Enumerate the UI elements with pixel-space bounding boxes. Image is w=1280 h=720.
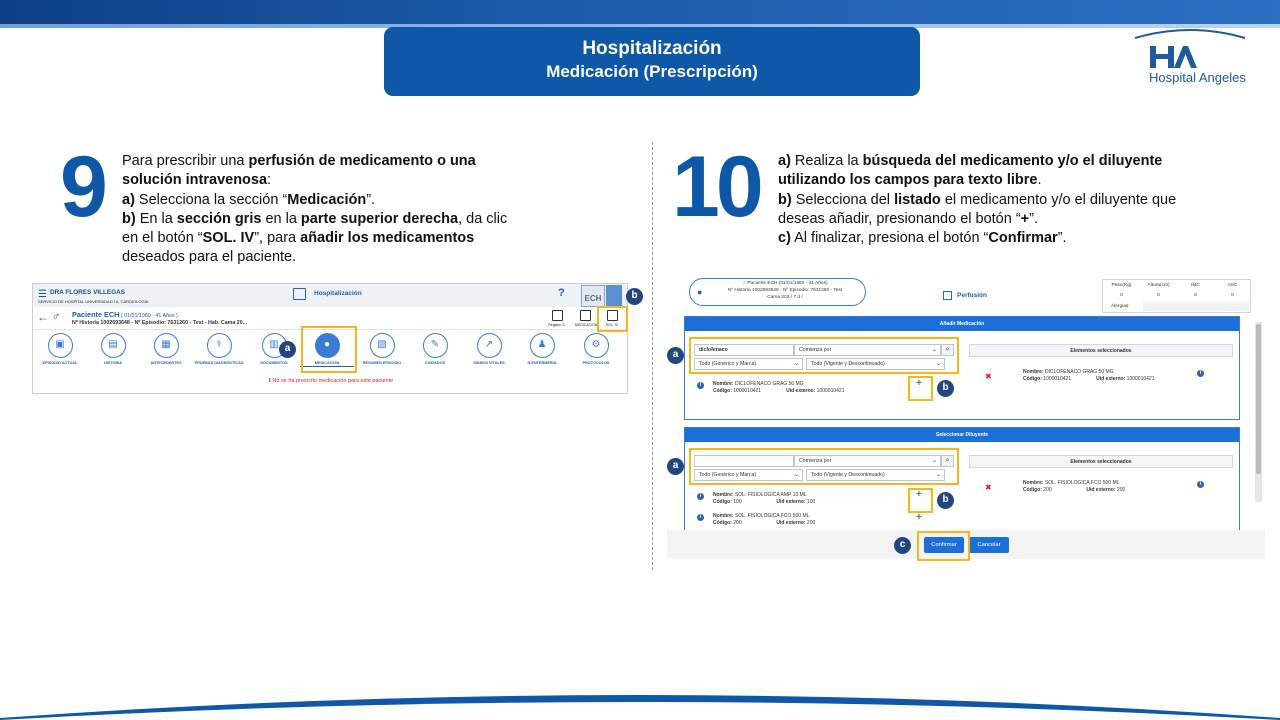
selected-header: Elementos seleccionados	[969, 344, 1233, 357]
patient-card	[689, 278, 866, 306]
chevron-down-icon: ⌄	[935, 361, 941, 367]
status-select[interactable]: Todo (Vigente y Descontinuado) ⌄	[806, 469, 945, 481]
badge-b: b	[626, 288, 643, 305]
remove-icon[interactable]: ✖	[985, 372, 992, 381]
chevron-down-icon: ⌄	[935, 472, 941, 478]
info-icon[interactable]: i	[1197, 481, 1204, 488]
chevron-down-icon: ⌄	[793, 361, 799, 367]
generic-brand-select[interactable]: Todo (Genérico y Marca) ⌄	[694, 469, 803, 481]
vital-header: Altura(cm)	[1147, 283, 1170, 288]
hospital-icon	[293, 288, 306, 300]
vital-value: 0	[1231, 293, 1234, 298]
tab-icon: ⚙	[584, 333, 609, 358]
allergies-field[interactable]	[1143, 302, 1249, 311]
step10-b: b) Selecciona del listado el medicamento y/o el diluyente que deseas añadir, presionando el botón “+”.	[778, 191, 1177, 227]
badge-b: b	[937, 492, 954, 509]
chevron-down-icon: ⌄	[793, 472, 799, 478]
vital-value: 0	[1157, 293, 1160, 298]
tab-antecedentes[interactable]: ▦ ANTECEDENTES	[139, 333, 193, 365]
male-icon: ♂	[52, 311, 61, 323]
page-subtitle: Medicación (Prescripción)	[546, 62, 758, 81]
badge-a: a	[279, 341, 296, 358]
status-select[interactable]: Todo (Vigente y Descontinuado) ⌄	[806, 358, 945, 370]
step9-a: a) Selecciona la sección “Medicación”.	[122, 191, 376, 208]
highlight-confirm	[917, 531, 970, 561]
perfusion-title: Perfusión	[957, 292, 987, 299]
vital-header: ASC	[1227, 283, 1238, 288]
highlight-plus-1	[908, 376, 933, 401]
step10-a: a) Realiza la búsqueda del medicamento y/o el diluyente utilizando los campos para texto libre.	[778, 153, 1163, 189]
title-box	[384, 27, 920, 96]
doctor-name: DRA FLORES VILLEGAS	[50, 289, 126, 296]
ech-logo: ECH	[581, 285, 605, 307]
tab-icon: ▥	[262, 333, 287, 358]
tab-icon: ▧	[370, 333, 395, 358]
help-icon[interactable]: ?	[558, 287, 565, 299]
highlight-search-fields-2	[689, 448, 959, 485]
tab-icon: ♟	[530, 333, 555, 358]
diluent-result: Nombre: SOL. FISIOLOGICA AMP 10 ML Código: 100 Uid externo: 100	[713, 492, 816, 505]
tab-icon: ⚕	[207, 333, 232, 358]
highlight-sol-iv	[597, 306, 628, 332]
tab-protocolos[interactable]: ⚙ PROTOCOLOS	[569, 333, 623, 365]
info-icon[interactable]: i	[697, 382, 704, 389]
step9-b: b) En la sección gris en la parte superior derecha, da clic en el botón “SOL. IV”, para añadir los medicamentos deseados para el paciente.	[122, 210, 508, 266]
tab-signos-vitales[interactable]: ↗ SIGNOS VITALES	[462, 333, 516, 365]
patient-line: Cama 202 / 7 d /	[767, 295, 803, 300]
confirm-button[interactable]: Confirmar	[924, 537, 964, 553]
step-number-9: 9	[60, 139, 106, 235]
highlight-plus-2	[908, 488, 933, 513]
top-band	[0, 0, 1280, 24]
divider	[652, 142, 653, 570]
chevron-down-icon: ⌄	[931, 458, 937, 464]
info-icon[interactable]: i	[1197, 370, 1204, 377]
match-mode-select[interactable]: Comienza por ⌄	[794, 455, 941, 467]
add-diluent-plus-button[interactable]: +	[916, 489, 922, 500]
step10-c: c) Al finalizar, presiona el botón “Confirmar”.	[778, 230, 1067, 247]
add-medication-plus-button[interactable]: +	[916, 378, 922, 389]
document-icon	[580, 310, 591, 321]
menu-icon[interactable]: ☰	[38, 289, 47, 300]
service-name: SERVICIO DE HOSPITAL UNIVERSIDAD / A. CARDIOLOGÍA	[38, 299, 149, 304]
patient-info: Nº Historia 1002693648 - Nº Episodio: 7631260 - Test - Hab. Cama 20...	[72, 320, 248, 326]
pen-icon	[552, 310, 563, 321]
tab-episodio-actual[interactable]: ▣ EPISODIO ACTUAL	[33, 333, 87, 365]
empty-message: ℹ No se ha prescrito medicación para este paciente	[268, 378, 394, 384]
tab-resumen-episodio[interactable]: ▧ RESUMEN EPISODIO	[355, 333, 409, 365]
tab-icon: ▣	[48, 333, 73, 358]
selected-diluent: Nombre: SOL. FISIOLOGICA FCO 500 ML Código: 200 Uid externo: 200	[1023, 480, 1126, 493]
app-header	[33, 284, 628, 307]
medication-result: Nombre: DICLOFENACO GRAG 50 MG Código: 1000010421 Uid externo: 1000010421	[713, 381, 845, 394]
tab-pruebas-diagnosticas[interactable]: ⚕ PRUEBAS DIAGNÓSTICAS	[192, 333, 246, 365]
settings-icon[interactable]	[606, 285, 622, 307]
patient-line: ♂ Paciente ECH (01/01/1980 - 41 Años)	[742, 281, 828, 286]
search-button[interactable]: ⌕	[941, 455, 954, 467]
step9-intro: Para prescribir una perfusión de medicamento o una solución intravenosa:	[122, 153, 476, 189]
tab-icon: ✎	[423, 333, 448, 358]
tab-enfermeria[interactable]: ♟ N.ENFERMERÍA	[515, 333, 569, 365]
sol-iv-button[interactable]: SOL. IV	[602, 310, 622, 327]
screenshot-perfusion	[667, 272, 1265, 559]
registro-button[interactable]: Registro S.	[547, 310, 567, 327]
badge-a: a	[667, 458, 684, 475]
logo-text: Hospital Angeles	[1149, 70, 1246, 85]
back-arrow-icon[interactable]: ←	[37, 310, 49, 324]
diluent-result: Nombre: SOL. FISIOLOGICA FCO 500 ML Código: 200 Uid externo: 200	[713, 513, 816, 526]
tab-documentos[interactable]: ▥ DOCUMENTOS	[247, 333, 301, 365]
vital-value: 0	[1194, 293, 1197, 298]
step-number-10: 10	[672, 139, 760, 235]
info-icon[interactable]: i	[697, 493, 704, 500]
tab-medicacion[interactable]: ● MEDICACIÓN	[300, 333, 354, 367]
chevron-down-icon: ⌄	[931, 347, 937, 353]
match-mode-select[interactable]: Comienza por ⌄	[794, 344, 941, 356]
tab-historia[interactable]: ▤ HISTORIA	[86, 333, 140, 365]
highlight-search-fields-1	[689, 337, 959, 374]
tab-icon: ↗	[477, 333, 502, 358]
vitals-box	[1102, 279, 1251, 313]
badge-b: b	[937, 380, 954, 397]
medicacion-tool-button[interactable]: MEDICACIÓN	[575, 310, 595, 327]
vital-value: 0	[1120, 293, 1123, 298]
tab-cuidados[interactable]: ✎ CUIDADOS	[408, 333, 462, 365]
vital-header: Peso(Kg)	[1111, 283, 1132, 288]
bottom-swoosh	[0, 680, 1280, 720]
perfusion-icon	[943, 291, 952, 300]
patient-name: Paciente ECH ( 01/01/1980 - 41 Años )	[72, 310, 178, 319]
badge-a: a	[667, 347, 684, 364]
diluent-header: Seleccionar Diluyente	[685, 428, 1239, 442]
add-medication-header: Añadir Medicación	[685, 317, 1239, 331]
selected-medication: Nombre: DICLOFENACO GRAG 50 MG Código: 1000010421 Uid externo: 1000010421	[1023, 369, 1155, 382]
tab-icon: ▤	[101, 333, 126, 358]
highlight-medicacion	[301, 326, 357, 373]
step10-instructions	[778, 152, 1198, 248]
search-button[interactable]: ⌕	[941, 344, 954, 356]
vital-header: IMC	[1191, 283, 1200, 288]
step9-instructions	[122, 152, 522, 268]
user-icon: ●	[697, 287, 703, 297]
remove-icon[interactable]: ✖	[985, 483, 992, 492]
tab-icon: ●	[315, 333, 340, 358]
medication-search-input[interactable]: diclofenaco	[694, 344, 794, 356]
module-title: Hospitalización	[314, 290, 362, 297]
selected-header: Elementos seleccionados	[969, 455, 1233, 468]
generic-brand-select[interactable]: Todo (Genérico y Marca) ⌄	[694, 358, 803, 370]
badge-c: c	[894, 537, 911, 554]
cancel-button[interactable]: Cancelar	[969, 537, 1009, 553]
info-icon[interactable]: i	[697, 514, 704, 521]
page-title: Hospitalización	[582, 38, 722, 59]
allergies-label: Alergias:	[1111, 304, 1130, 309]
tab-icon: ▦	[154, 333, 179, 358]
add-diluent-plus-button[interactable]: +	[916, 512, 922, 523]
patient-line: Nº Historia 1002693648 - Nº Episodio: 7631260 - Test	[727, 288, 843, 293]
scrollbar[interactable]	[1255, 322, 1262, 502]
